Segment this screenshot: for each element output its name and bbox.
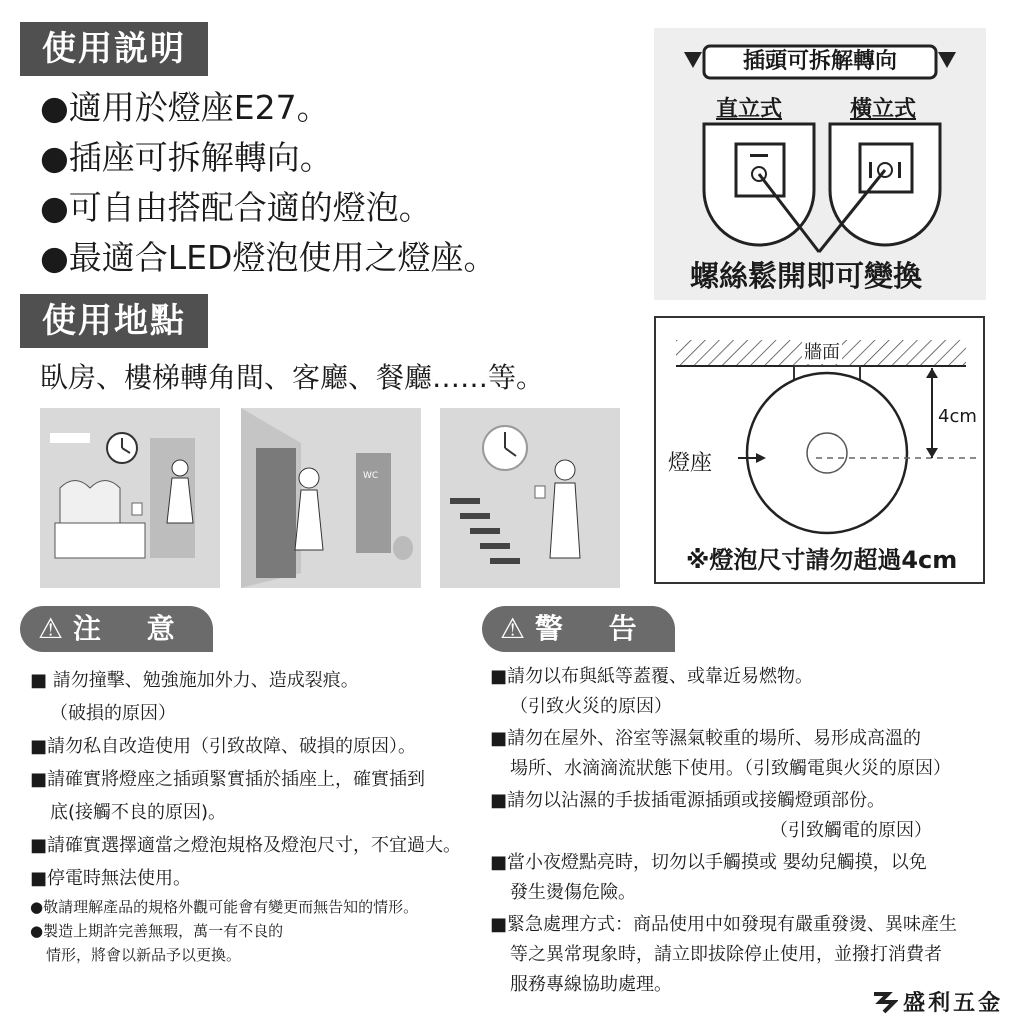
size-diagram	[654, 316, 985, 584]
caution-line: ■請勿私自改造使用（引致故障、破損的原因）。	[30, 736, 417, 757]
warning-triangle-icon: ⚠	[38, 612, 73, 645]
warning-title: 警 告	[534, 612, 655, 645]
caution-small-line: ●敬請理解產品的規格外觀可能會有變更而無告知的情形。	[30, 898, 419, 916]
location-text: 臥房、樓梯轉角間、客廳、餐廳……等。	[40, 361, 545, 394]
bedroom-illustration	[40, 408, 220, 588]
wall-label: 牆面	[802, 338, 842, 364]
location-title: 使用地點	[20, 294, 208, 348]
horizontal-label: 橫立式	[850, 97, 917, 122]
warning-line: （引致觸電的原因）	[770, 820, 932, 841]
warning-badge	[482, 606, 675, 652]
feature-line: ●最適合LED燈泡使用之燈座。	[40, 238, 497, 277]
caution-small-line: ●製造上期許完善無瑕，萬一有不良的	[30, 922, 284, 940]
warning-line: （引致火災的原因）	[510, 696, 672, 717]
brand-name: 盛利五金	[903, 991, 1004, 1016]
caution-line: 底(接觸不良的原因)。	[50, 802, 227, 823]
caution-line: ■停電時無法使用。	[30, 868, 192, 889]
warning-line: ■請勿以沾濕的手拔插電源插頭或接觸燈頭部份。	[490, 790, 886, 811]
stairs-illustration	[440, 408, 620, 588]
warning-triangle-icon: ⚠	[500, 612, 535, 645]
plug-diagram-title: 插頭可拆解轉向	[742, 49, 897, 74]
warning-line: 發生燙傷危險。	[510, 882, 636, 903]
caution-small-line: 情形，將會以新品予以更換。	[46, 946, 242, 964]
caution-line: ■ 請勿撞擊、勉強施加外力、造成裂痕。	[30, 670, 359, 691]
warning-line: 服務專線協助處理。	[510, 974, 672, 995]
warning-line: ■緊急處理方式：商品使用中如發現有嚴重發燙、異味產生	[490, 914, 958, 935]
caution-line: ■請確實選擇適當之燈泡規格及燈泡尺寸，不宜過大。	[30, 835, 462, 856]
caution-line: （破損的原因）	[50, 703, 176, 724]
brand	[870, 986, 1003, 1017]
bulb-size-note: ※燈泡尺寸請勿超過4cm	[686, 546, 958, 574]
corridor-illustration	[241, 408, 421, 588]
feature-line: ●插座可拆解轉向。	[40, 138, 333, 177]
warning-line: ■請勿在屋外、浴室等濕氣較重的場所、易形成高溫的	[490, 728, 922, 749]
caution-badge	[20, 606, 213, 652]
plug-rotation-diagram	[654, 28, 986, 300]
feature-line: ●適用於燈座E27。	[40, 88, 330, 127]
warning-line: 等之異常現象時，請立即拔除停止使用，並撥打消費者	[510, 944, 942, 965]
caution-title: 注 意	[72, 612, 193, 645]
warning-line: ■當小夜燈點亮時，切勿以手觸摸或 嬰幼兒觸摸，以免	[490, 852, 927, 873]
caution-line: ■請確實將燈座之插頭緊實插於插座上，確實插到	[30, 769, 426, 790]
svg-text:WC: WC	[363, 471, 379, 481]
distance-label: 4cm	[938, 406, 977, 427]
warning-line: 場所、水滴滴流狀態下使用。（引致觸電與火災的原因）	[510, 758, 951, 779]
warning-line: ■請勿以布與紙等蓋覆、或靠近易燃物。	[490, 666, 814, 687]
vertical-label: 直立式	[716, 97, 783, 122]
brand-logo-icon	[870, 988, 898, 1016]
plug-diagram-footer: 螺絲鬆開即可變換	[690, 259, 923, 293]
usage-title: 使用説明	[20, 22, 208, 76]
socket-label: 燈座	[668, 451, 713, 476]
feature-line: ●可自由搭配合適的燈泡。	[40, 188, 432, 227]
